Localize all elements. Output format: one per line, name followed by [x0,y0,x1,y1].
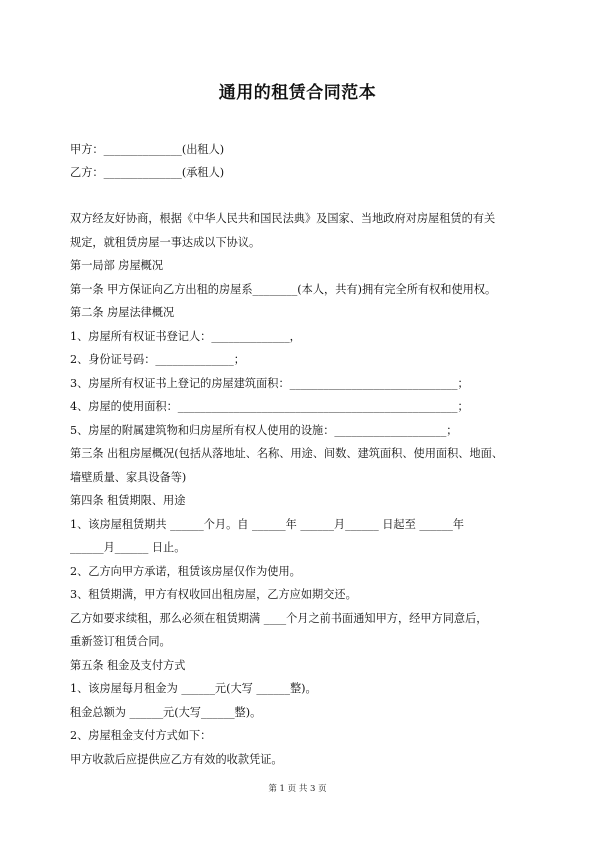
article-2-heading: 第二条 房屋法律概况 [70,306,175,319]
article-2-item-3: 3、房屋所有权证书上登记的房屋建筑面积：______________________________； [70,377,469,390]
receipt-line: 甲方收款后应提供应乙方有效的收款凭证。 [70,753,283,766]
article-2-item-4: 4、房屋的使用面积：__________________________________________________； [70,400,469,413]
intro-line-1: 双方经友好协商，根据《中华人民共和国民法典》及国家、当地政府对房屋租赁的有关 [70,212,496,225]
section-1-heading: 第一局部 房屋概况 [70,259,164,272]
article-2-item-1: 1、房屋所有权证书登记人：______________， [70,330,301,343]
party-a-line: 甲方：______________(出租人) [70,143,225,156]
article-4-item-2: 2、乙方向甲方承诺，租赁该房屋仅作为使用。 [70,565,301,578]
document-title: 通用的租赁合同范本 [218,83,377,103]
renewal-line-2: 重新签订租赁合同。 [70,635,171,648]
article-3-line-2: 墙壁质量、家具设备等) [70,471,187,484]
article-2-item-5: 5、房屋的附属建筑物和归房屋所有权人使用的设施：____________________； [70,424,458,437]
party-b-line: 乙方：______________(承租人) [70,166,225,179]
article-5-item-2: 2、房屋租金支付方式如下： [70,729,212,742]
article-3-line-1: 第三条 出租房屋概况(包括从落地址、名称、用途、间数、建筑面积、使用面积、地面、 [70,447,504,460]
renewal-line-1: 乙方如要求续租，那么必须在租赁期满 ____个月之前书面通知甲方，经甲方同意后， [70,612,488,625]
intro-line-2: 规定，就租赁房屋一事达成以下协议。 [70,236,261,249]
article-1-line: 第一条 甲方保证向乙方出租的房屋系________(本人，共有)拥有完全所有权和使用权。 [70,283,497,296]
article-4-item-3: 3、租赁期满，甲方有权收回出租房屋，乙方应如期交还。 [70,588,357,601]
article-5-item-1: 1、该房屋每月租金为 ______元(大写 ______整)。 [70,682,317,695]
page-number: 第 1 页 共 3 页 [268,784,327,794]
rent-total-line: 租金总额为 ______元(大写______整)。 [70,706,262,719]
article-5-heading: 第五条 租金及支付方式 [70,659,186,672]
article-4-heading: 第四条 租赁期限、用途 [70,494,186,507]
article-2-item-2: 2、身份证号码：______________； [70,353,245,366]
article-4-item-1-line-1: 1、该房屋租赁期共 ______个月。自 ______年 ______月______ 日起至 ______年 [70,518,465,531]
article-4-item-1-line-2: ______月______ 日止。 [70,541,186,554]
